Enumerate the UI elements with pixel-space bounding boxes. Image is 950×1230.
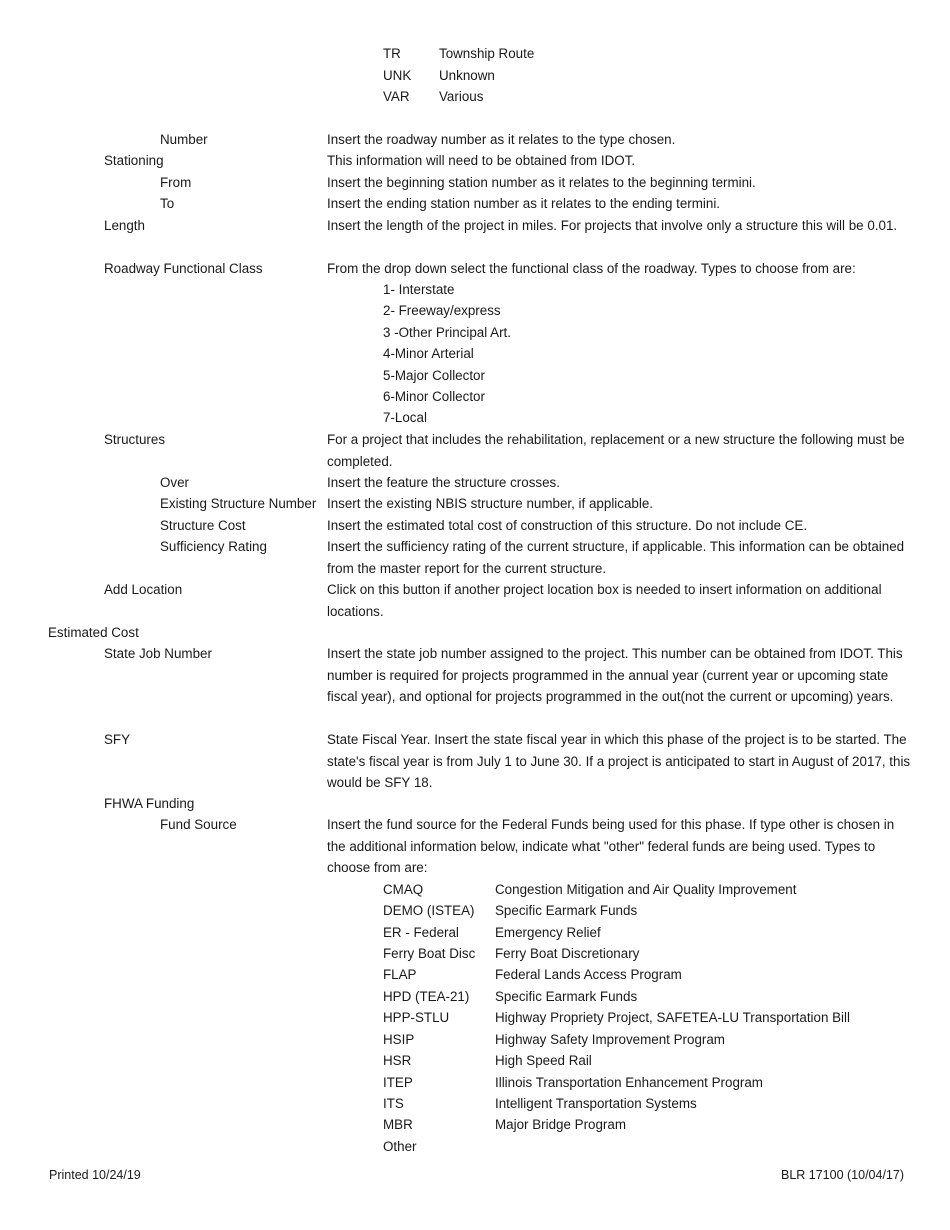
- field-desc-structure-cost: Insert the estimated total cost of construction of this structure. Do not include CE.: [327, 518, 808, 533]
- route-type-code: UNK: [383, 68, 412, 83]
- field-label-fund-source: Fund Source: [160, 817, 237, 832]
- fund-source-name: High Speed Rail: [495, 1053, 592, 1068]
- field-desc-existing-structure: Insert the existing NBIS structure number, if applicable.: [327, 496, 653, 511]
- fund-source-code: HPP-STLU: [383, 1010, 450, 1025]
- fund-source-name: Highway Safety Improvement Program: [495, 1032, 725, 1047]
- field-desc-stationing: This information will need to be obtained from IDOT.: [327, 153, 636, 168]
- fund-source-name: Illinois Transportation Enhancement Program: [495, 1075, 763, 1090]
- fund-source-code: HSIP: [383, 1032, 415, 1047]
- field-desc-length: Insert the length of the project in miles. For projects that involve only a structure this will be 0.01.: [327, 218, 898, 233]
- field-label-sfy: SFY: [104, 732, 131, 747]
- fund-source-name: Intelligent Transportation Systems: [495, 1096, 697, 1111]
- field-label-stationing: Stationing: [104, 153, 164, 168]
- functional-class-option: 1- Interstate: [383, 282, 455, 297]
- route-type-code: VAR: [383, 89, 410, 104]
- field-label-over: Over: [160, 475, 190, 490]
- field-desc-number: Insert the roadway number as it relates to the type chosen.: [327, 132, 676, 147]
- field-desc-from: Insert the beginning station number as it relates to the beginning termini.: [327, 175, 756, 190]
- field-label-sufficiency: Sufficiency Rating: [160, 539, 267, 554]
- footer-form-id: BLR 17100 (10/04/17): [780, 1168, 904, 1182]
- fund-source-code: FLAP: [383, 967, 417, 982]
- field-label-add-location: Add Location: [104, 582, 183, 597]
- fund-source-code: ITEP: [383, 1075, 413, 1090]
- fund-source-name: Specific Earmark Funds: [495, 989, 638, 1004]
- field-desc-sfy: State Fiscal Year. Insert the state fiscal year in which this phase of the project is to be started. The state's fiscal year is from July 1 to June 30. If a project is anticipated to start in August of 2017, this would be SFY 18.: [327, 732, 911, 790]
- functional-class-option: 3 -Other Principal Art.: [383, 325, 512, 340]
- field-desc-over: Insert the feature the structure crosses.: [327, 475, 560, 490]
- fund-source-code: Other: [383, 1139, 417, 1154]
- field-desc-state-job: Insert the state job number assigned to the project. This number can be obtained from IDOT. This number is required for projects programmed in the annual year (current year or upcoming state fiscal year), and optional for projects programmed in the out(not the current or upcoming) years.: [327, 646, 903, 704]
- field-label-structures: Structures: [104, 432, 166, 447]
- section-heading-estimated-cost: Estimated Cost: [48, 625, 139, 640]
- fund-source-name: Specific Earmark Funds: [495, 903, 638, 918]
- fund-source-code: CMAQ: [383, 882, 424, 897]
- functional-class-option: 5-Major Collector: [383, 368, 485, 383]
- fund-source-name: Major Bridge Program: [495, 1117, 626, 1132]
- field-desc-functional-class: From the drop down select the functional class of the roadway. Types to choose from are:: [327, 261, 856, 276]
- field-desc-fund-source: Insert the fund source for the Federal Funds being used for this phase. If type other is chosen in the additional information below, indicate what "other" federal funds are being used. Types to choose from are:: [327, 817, 895, 875]
- field-label-state-job: State Job Number: [104, 646, 212, 661]
- fund-source-name: Highway Propriety Project, SAFETEA-LU Transportation Bill: [495, 1010, 850, 1025]
- fund-source-name: Federal Lands Access Program: [495, 967, 682, 982]
- field-label-functional-class: Roadway Functional Class: [104, 261, 263, 276]
- functional-class-option: 6-Minor Collector: [383, 389, 485, 404]
- fund-source-code: DEMO (ISTEA): [383, 903, 475, 918]
- field-label-structure-cost: Structure Cost: [160, 518, 246, 533]
- field-label-to: To: [160, 196, 175, 211]
- route-type-name: Unknown: [439, 68, 495, 83]
- field-desc-structures: For a project that includes the rehabilitation, replacement or a new structure the following must be completed.: [327, 432, 905, 469]
- fund-source-code: ITS: [383, 1096, 404, 1111]
- field-desc-to: Insert the ending station number as it relates to the ending termini.: [327, 196, 721, 211]
- field-label-length: Length: [104, 218, 145, 233]
- field-desc-sufficiency: Insert the sufficiency rating of the current structure, if applicable. This information can be obtained from the master report for the current structure.: [327, 539, 905, 576]
- fund-source-name: Emergency Relief: [495, 925, 601, 940]
- fund-source-code: ER - Federal: [383, 925, 459, 940]
- fund-source-code: MBR: [383, 1117, 413, 1132]
- field-label-existing-structure: Existing Structure Number: [160, 496, 317, 511]
- fund-source-name: Congestion Mitigation and Air Quality Improvement: [495, 882, 797, 897]
- functional-class-option: 4-Minor Arterial: [383, 346, 474, 361]
- footer-printed-date: Printed 10/24/19: [49, 1168, 141, 1182]
- field-desc-add-location: Click on this button if another project location box is needed to insert information on additional locations.: [327, 582, 882, 619]
- fund-source-code: Ferry Boat Disc: [383, 946, 476, 961]
- fund-source-code: HSR: [383, 1053, 412, 1068]
- field-label-from: From: [160, 175, 192, 190]
- route-type-code: TR: [383, 46, 401, 61]
- field-label-number: Number: [160, 132, 208, 147]
- route-type-name: Various: [439, 89, 484, 104]
- fund-source-code: HPD (TEA-21): [383, 989, 470, 1004]
- route-type-name: Township Route: [439, 46, 535, 61]
- fund-source-name: Ferry Boat Discretionary: [495, 946, 640, 961]
- field-label-fhwa: FHWA Funding: [104, 796, 195, 811]
- functional-class-option: 2- Freeway/express: [383, 303, 501, 318]
- functional-class-option: 7-Local: [383, 410, 427, 425]
